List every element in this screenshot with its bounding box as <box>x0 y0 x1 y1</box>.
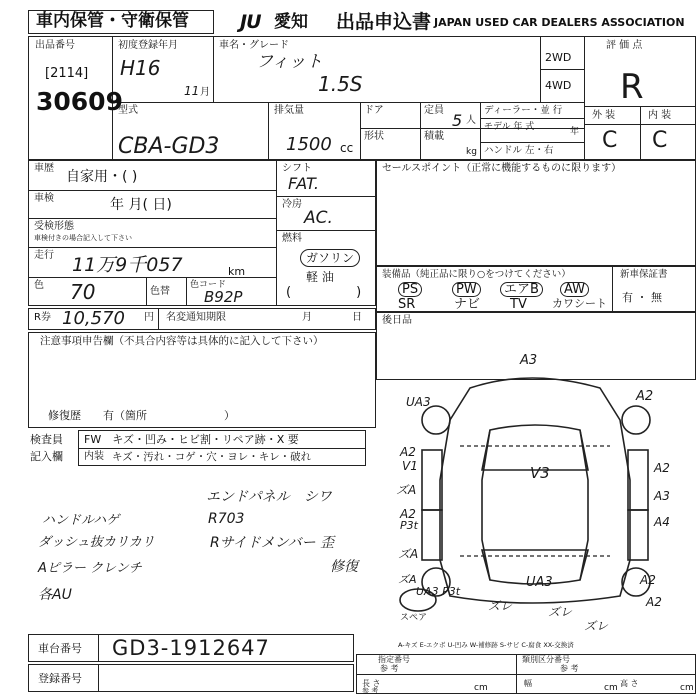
handle-label: ハンドル 左・右 <box>484 145 554 156</box>
note-end-panel: エンドパネル シワ <box>206 489 332 505</box>
dealer-label: ディーラー・並 行 <box>484 105 563 116</box>
color-value: 70 <box>70 280 96 304</box>
chassis-label: 車台番号 <box>38 642 82 655</box>
dmg-label-rlb: UA3 P3t <box>416 585 461 598</box>
fuel-label: 燃料 <box>282 233 302 244</box>
ext-label: 外 装 <box>592 110 616 121</box>
capacity-label: 定員 <box>424 105 444 116</box>
first-reg-month: 11 <box>184 84 200 98</box>
color-change-label: 色替 <box>150 286 170 297</box>
name-change-month: 月 <box>302 312 312 323</box>
capacity-value: 5 <box>452 111 463 130</box>
rear-items-label: 後日品 <box>382 315 412 326</box>
model-code: CBA-GD3 <box>118 134 220 159</box>
color-code: B92P <box>204 288 243 306</box>
drive-2wd: 2WD <box>545 51 572 64</box>
equip-sr: SR <box>398 297 416 312</box>
car-name: フィット <box>256 52 323 72</box>
designated-ref: 参 考 <box>380 664 399 673</box>
int-label: 内 装 <box>648 110 672 121</box>
dmg-label-p3t: P3t <box>400 519 418 532</box>
dmg-label-lrd: A2 <box>400 507 416 521</box>
interior-tag: 内装 <box>84 451 104 462</box>
equip-aw: AW <box>560 282 589 297</box>
ac-label: 冷房 <box>282 199 302 210</box>
person-unit: 人 <box>466 115 476 126</box>
dmg-label-lfd: ズA <box>396 483 417 497</box>
length-cm: cm <box>474 683 488 693</box>
fuel-diesel: 軽 油 <box>306 270 334 284</box>
dmg-label-v1: V1 <box>402 459 418 473</box>
name-change-label: 名変通知期限 <box>166 312 226 323</box>
ac-value: AC. <box>304 208 333 228</box>
notice-label: 注意事項申告欄（不具合内容等は具体的に記入して下さい） <box>40 335 324 347</box>
dmg-label-zure2: ズレ <box>548 605 573 619</box>
new-warranty-label: 新車保証書 <box>620 269 668 280</box>
brand-logo: JU <box>240 11 261 33</box>
interior-row: キズ・汚れ・コゲ・穴・ヨレ・キレ・破れ <box>112 451 312 463</box>
width-cm: cm <box>604 683 618 693</box>
equip-airbag: エアB <box>500 282 543 297</box>
kg-unit: kg <box>466 147 477 157</box>
name-label: 車名・グレード <box>219 40 289 51</box>
dmg-label-rear: UA3 <box>526 575 553 590</box>
dmg-label-roof: V3 <box>530 464 550 482</box>
mileage-label: 走行 <box>34 250 54 261</box>
fuel-petrol: ガソリン <box>300 249 360 267</box>
shape-label: 形状 <box>364 131 384 142</box>
dmg-label-zure3: ズレ <box>584 619 609 633</box>
note-r703: R703 <box>208 511 245 527</box>
equipment-label: 装備品（純正品に限り○をつけてください） <box>382 269 571 280</box>
fuel-paren: ( ) <box>286 285 362 300</box>
color-code-label: 色コード <box>190 280 227 290</box>
registration-label: 登録番号 <box>38 672 82 685</box>
name-change-day: 日 <box>352 312 362 323</box>
note-side-member: Rサイドメンバー 歪 <box>210 535 335 551</box>
history-value: 自家用・( ) <box>66 169 138 185</box>
cc-unit: cc <box>340 141 354 155</box>
first-reg-year: H16 <box>120 56 161 80</box>
grade: 1.5S <box>318 72 363 96</box>
dmg-label-rf: A2 <box>654 461 670 475</box>
note-all-au: 各AU <box>38 587 72 603</box>
int-score: C <box>652 128 668 153</box>
dmg-label-fr: A2 <box>636 389 654 404</box>
displacement-value: 1500 <box>286 134 332 155</box>
sales-point-box <box>376 160 696 266</box>
note-pillar: Aピラー クレンチ <box>38 561 142 576</box>
score-value: R <box>620 67 644 107</box>
dmg-label-zure1: ズレ <box>488 599 513 613</box>
recycle-yen: 円 <box>144 312 154 323</box>
note-dash: ダッシュ抜カリカリ <box>38 535 155 550</box>
drive-4wd: 4WD <box>545 79 572 92</box>
dmg-label-lf: A2 <box>400 445 416 459</box>
displacement-label: 排気量 <box>274 105 304 116</box>
fw-row: FW キズ・凹み・ヒビ割・リペア跡・X 要 <box>84 433 299 446</box>
dmg-label-rrd: A4 <box>654 515 670 529</box>
length-ref: 参 考 <box>362 687 379 695</box>
lot-label: 出品番号 <box>35 40 75 51</box>
dmg-label-rbr: A2 <box>646 595 662 609</box>
model-label: 型式 <box>118 105 138 116</box>
association-name: JAPAN USED CAR DEALERS ASSOCIATION <box>434 16 685 29</box>
score-label: 評 価 点 <box>606 40 643 51</box>
dmg-label-rr: A2 <box>640 573 656 587</box>
storage-note: 車内保管・守衛保管 <box>36 11 189 31</box>
length-label: 長 さ <box>362 679 381 688</box>
equip-navi: ナビ <box>454 297 481 312</box>
spare-label: スペア <box>400 613 428 623</box>
lot-number: 30609 <box>36 87 123 116</box>
height-label: 高 さ <box>620 679 639 688</box>
brand-region: 愛知 <box>274 12 308 32</box>
sheet-title: 出品申込書 <box>336 11 432 33</box>
km-unit: km <box>228 265 246 278</box>
equip-ps: PS <box>398 282 422 297</box>
note-repair: 修復 <box>330 559 358 575</box>
recycle-value: 10,570 <box>62 308 125 329</box>
recycle-label: R券 <box>34 312 51 323</box>
dmg-label-rl: ズA <box>398 573 417 586</box>
equip-leather-seat: カワシート <box>552 297 607 310</box>
first-reg-label: 初度登録年月 <box>118 40 178 51</box>
equip-tv: TV <box>510 297 527 312</box>
shift-label: シフト <box>282 163 312 174</box>
year-unit: 年 <box>570 127 580 137</box>
dmg-label-rfd: A3 <box>654 489 670 503</box>
dmg-label-front: A3 <box>520 353 538 368</box>
entry-label: 記入欄 <box>30 450 63 463</box>
door-label: ドア <box>364 105 384 116</box>
repair-history-label: 修復歴 有（箇所 ） <box>48 409 235 422</box>
chassis-number: GD3-1912647 <box>112 636 270 660</box>
acceptance-sub: 車検付きの場合記入して下さい <box>34 234 132 242</box>
inspector-label: 検査員 <box>30 433 63 446</box>
acceptance-label: 受検形態 <box>34 221 74 232</box>
warranty-values: 有 ・ 無 <box>622 291 662 304</box>
shift-value: FAT. <box>288 174 320 193</box>
inspection-label: 車検 <box>34 193 54 204</box>
lot-small: [2114] <box>45 66 89 81</box>
dmg-label-fl: UA3 <box>406 395 431 409</box>
designated-label: 指定番号 <box>378 655 410 664</box>
class-label: 類別区分番号 <box>522 655 570 664</box>
width-label: 幅 <box>524 679 532 688</box>
height-cm: cm <box>680 683 694 693</box>
dmg-label-lr: ズA <box>398 547 419 561</box>
mileage-value: 11万9千057 <box>72 254 183 276</box>
damage-legend: A-キズ E-エクボ U-凹み W-補修跡 S-サビ C-腐食 XX-交換済 <box>398 641 574 649</box>
ext-score: C <box>602 128 618 153</box>
equip-pw: PW <box>452 282 481 297</box>
inspection-value: 年 月( 日) <box>110 197 172 213</box>
sales-point-label: セールスポイント（正常に機能するものに限ります） <box>382 163 622 174</box>
load-label: 積載 <box>424 131 444 142</box>
model-year-label: モデル 年 式 <box>484 122 535 132</box>
color-label: 色 <box>34 280 44 291</box>
month-unit: 月 <box>200 87 210 98</box>
note-handle: ハンドルハゲ <box>42 513 120 528</box>
history-label: 車歴 <box>34 163 54 174</box>
class-ref: 参 考 <box>560 664 579 673</box>
